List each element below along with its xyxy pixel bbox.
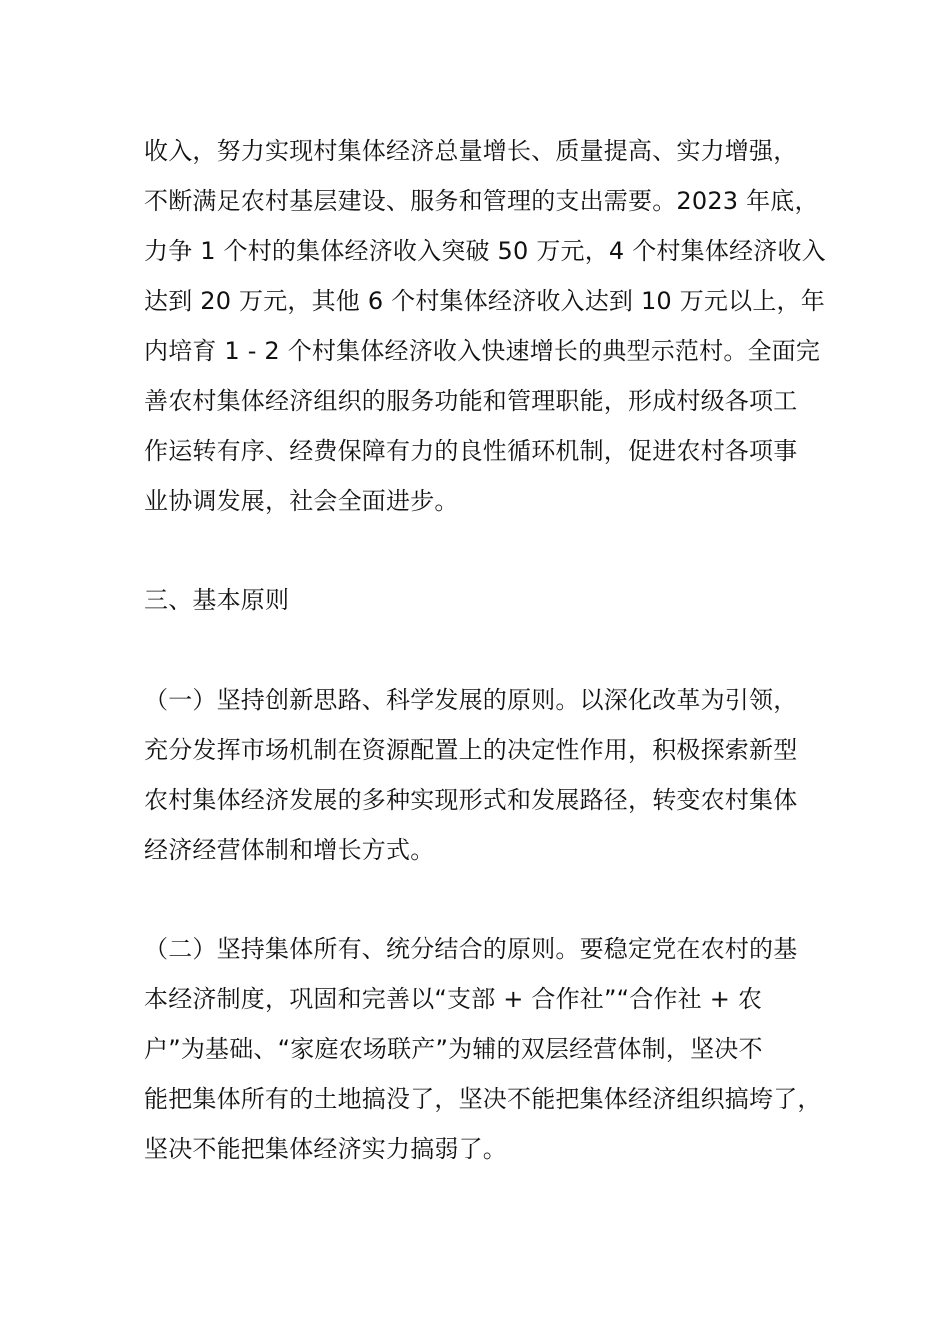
- paragraph-line: 能把集体所有的土地搞没了，坚决不能把集体经济组织搞垮了，: [144, 1085, 822, 1113]
- paragraph-line: 收入，努力实现村集体经济总量增长、质量提高、实力增强，: [144, 137, 798, 165]
- paragraph-line: 充分发挥市场机制在资源配置上的决定性作用，积极探索新型: [144, 736, 798, 764]
- paragraph-line: 户”为基础、“家庭农场联产”为辅的双层经营体制，坚决不: [144, 1035, 763, 1063]
- paragraph-line: 本经济制度，巩固和完善以“支部 + 合作社”“合作社 + 农: [144, 985, 763, 1013]
- paragraph-line: （二）坚持集体所有、统分结合的原则。要稳定党在农村的基: [144, 935, 798, 963]
- paragraph-line: 作运转有序、经费保障有力的良性循环机制，促进农村各项事: [144, 437, 798, 465]
- paragraph-line: 业协调发展，社会全面进步。: [144, 487, 459, 515]
- paragraph-line: 不断满足农村基层建设、服务和管理的支出需要。2023 年底，: [144, 187, 819, 215]
- section-heading: 三、基本原则: [144, 586, 290, 614]
- paragraph-line: 内培育 1 - 2 个村集体经济收入快速增长的典型示范村。全面完: [144, 337, 821, 365]
- paragraph-line: 达到 20 万元，其他 6 个村集体经济收入达到 10 万元以上，年: [144, 287, 825, 315]
- paragraph-line: 农村集体经济发展的多种实现形式和发展路径，转变农村集体: [144, 786, 798, 814]
- paragraph-line: 善农村集体经济组织的服务功能和管理职能，形成村级各项工: [144, 387, 798, 415]
- paragraph-line: 经济经营体制和增长方式。: [144, 836, 435, 864]
- paragraph-line: 力争 1 个村的集体经济收入突破 50 万元，4 个村集体经济收入: [144, 237, 826, 265]
- paragraph-line: 坚决不能把集体经济实力搞弱了。: [144, 1135, 507, 1163]
- paragraph-line: （一）坚持创新思路、科学发展的原则。以深化改革为引领，: [144, 686, 798, 714]
